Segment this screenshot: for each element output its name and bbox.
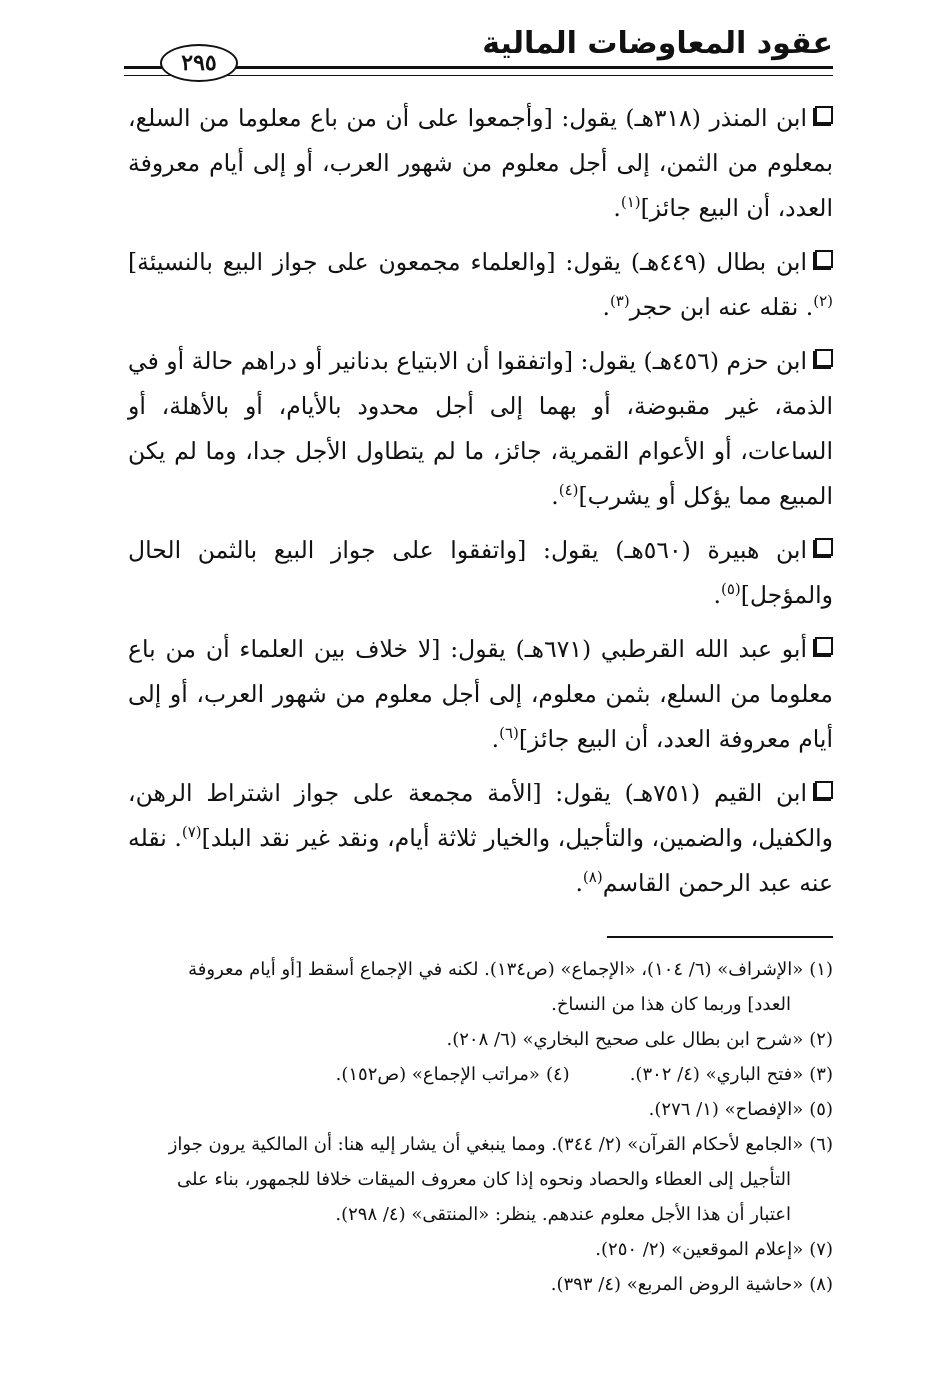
square-bullet-icon <box>815 538 833 556</box>
square-bullet-icon <box>815 250 833 268</box>
paragraph-qurtubi: أبو عبد الله القرطبي (٦٧١هـ) يقول: [لا خلاف بين العلماء أن من باع معلوما من السلع، بثمن معلوم، إلى أجل معلوم من شهور العرب، أو إلى أيام معروفة العدد، أن البيع جائز]$^{(٦)}$. <box>128 635 833 753</box>
footnote-7: (٧)«إعلام الموقعين» (٢/ ٢٥٠). <box>595 1239 833 1260</box>
footnote-3: (٣)«فتح الباري» (٤/ ٣٠٢). <box>629 1064 833 1085</box>
paragraph-ibn-almundhir: ابن المنذر (٣١٨هـ) يقول: [وأجمعوا على أن من باع معلوما من السلع، بمعلوم من الثمن، إلى أجل معلوم من شهور العرب، أو إلى أيام معروفة العدد، أن البيع جائز]$^{(١)}$. <box>128 104 833 222</box>
footnote-separator <box>607 936 833 938</box>
footnote-ref: (٣) <box>609 292 630 310</box>
square-bullet-icon <box>815 637 833 655</box>
body-text <box>128 96 833 915</box>
paragraph-ibn-hubayra: ابن هبيرة (٥٦٠هـ) يقول: [واتفقوا على جواز البيع بالثمن الحال والمؤجل]$^{(٥)}$. <box>128 536 833 609</box>
footnote-row-3-4 <box>128 1057 833 1092</box>
paragraph-ibn-battal: ابن بطال (٤٤٩هـ) يقول: [والعلماء مجمعون على جواز البيع بالنسيئة]$^{(٢)}$. نقله عنه ابن حجر$^{(٣)}$. <box>128 248 833 321</box>
footnote-ref: (٢) <box>813 292 833 310</box>
square-bullet-icon <box>815 106 833 124</box>
footnote-4: (٤)«مراتب الإجماع» (ص١٥٢). <box>335 1064 570 1085</box>
paragraph-ibn-hazm: ابن حزم (٤٥٦هـ) يقول: [واتفقوا أن الابتياع بدنانير أو دراهم حالة أو في الذمة، غير مقبوضة، أو بهما إلى أجل محدود بالأيام، أو بالأهلة، أو الساعات، أو الأعوام القمرية، جائز، ما لم يتطاول الأجل جدا، وما لم يكن المبيع مما يؤكل أو يشرب]$^{(٤)}$. <box>128 347 833 510</box>
header-rule-thin <box>124 75 833 76</box>
footnote-8: (٨)«حاشية الروض المربع» (٤/ ٣٩٣). <box>550 1274 833 1295</box>
running-title: عقود المعاوضات المالية <box>482 26 833 61</box>
footnote-ref: (٤) <box>558 481 579 499</box>
footnote-6: (٦)«الجامع لأحكام القرآن» (٢/ ٣٤٤). ومما ينبغي أن يشار إليه هنا: أن المالكية يرون جواز التأجيل إلى العطاء والحصاد ونحوه إذا كان معروف الميقات خلافا للجمهور، بناء على اعتبار أن هذا الأجل معلوم عندهم. ينظر: «المنتقى» (٤/ ٢٩٨). <box>168 1134 833 1225</box>
footnote-ref: (٥) <box>720 580 741 598</box>
footnote-1: (١)«الإشراف» (٦/ ١٠٤)، «الإجماع» (ص١٣٤). لكنه في الإجماع أسقط [أو أيام معروفة العدد] وربما كان هذا من النساخ. <box>188 959 833 1015</box>
page-number: ٢٩٥ <box>160 44 238 82</box>
footnotes <box>128 952 833 1302</box>
paragraph-ibn-alqayyim: ابن القيم (٧٥١هـ) يقول: [الأمة مجمعة على جواز اشتراط الرهن، والكفيل، والضمين، والتأجيل، والخيار ثلاثة أيام، ونقد غير نقد البلد]$^{(٧)}$. نقله عنه عبد الرحمن القاسم$^{(٨)}$. <box>128 779 834 897</box>
footnote-ref: (٦) <box>499 724 519 742</box>
footnote-ref: (٨) <box>582 868 603 886</box>
footnote-ref: (٧) <box>181 823 202 841</box>
square-bullet-icon <box>815 349 833 367</box>
square-bullet-icon <box>815 781 833 799</box>
footnote-5: (٥)«الإفصاح» (١/ ٢٧٦). <box>648 1099 833 1120</box>
footnote-2: (٢)«شرح ابن بطال على صحيح البخاري» (٦/ ٢٠٨). <box>446 1029 833 1050</box>
footnote-ref: (١) <box>620 193 641 211</box>
